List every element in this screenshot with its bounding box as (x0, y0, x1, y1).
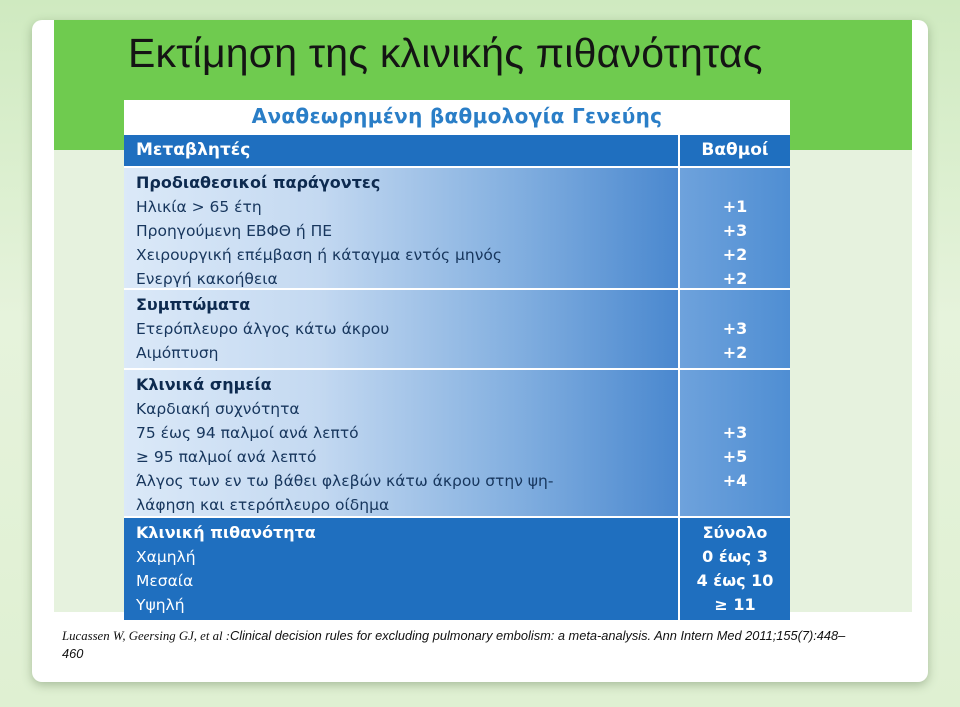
list-item: Ηλικία > 65 έτη (136, 198, 262, 216)
section-title: Προδιαθεσικοί παράγοντες (136, 173, 381, 192)
points-value (680, 493, 790, 517)
points-value: +2 (722, 343, 748, 362)
points-value: +3 (722, 221, 748, 240)
list-item: ≥ 95 παλμοί ανά λεπτό (136, 448, 317, 466)
points-value: +3 (722, 319, 748, 338)
slide (32, 20, 928, 682)
range-value: 4 έως 10 (696, 571, 774, 590)
points-value: +5 (722, 447, 748, 466)
range-value: ≥ 11 (714, 595, 756, 614)
list-item: Καρδιακή συχνότητα (136, 400, 300, 418)
points-value: +3 (722, 423, 748, 442)
list-item: Υψηλή (136, 596, 185, 614)
list-item: 75 έως 94 παλμοί ανά λεπτό (136, 424, 359, 442)
section-clinical-probability (124, 518, 790, 620)
list-item: Άλγος των εν τω βάθει φλεβών κάτω άκρου στην ψη- (136, 472, 554, 490)
list-item: Χαμηλή (136, 548, 196, 566)
list-item: Μεσαία (136, 572, 194, 590)
slide-title: Εκτίμηση της κλινικής πιθανότητας (128, 30, 763, 76)
list-item: Προηγούμενη ΕΒΦΘ ή ΠΕ (136, 222, 333, 240)
section-predisposing-factors (124, 168, 790, 288)
list-item: Ενεργή κακοήθεια (136, 270, 278, 288)
section-clinical-signs (124, 370, 790, 516)
section-title: Κλινικά σημεία (136, 375, 272, 394)
citation (62, 627, 862, 663)
list-item: λάφηση και ετερόπλευρο οίδημα (136, 496, 390, 514)
range-value: 0 έως 3 (702, 547, 768, 566)
table-header: Αναθεωρημένη βαθμολογία Γενεύης (251, 104, 663, 128)
list-item: Χειρουργική επέμβαση ή κάταγμα εντός μηνός (136, 246, 502, 264)
column-header-points: Βαθμοί (680, 135, 790, 166)
points-value: +4 (722, 471, 748, 490)
citation-text: Clinical decision rules for excluding pulmonary embolism: a meta-analysis. Ann Intern Med 2011;155(7):448–460 (62, 628, 846, 661)
section-title: Κλινική πιθανότητα (136, 523, 316, 542)
section-symptoms (124, 290, 790, 368)
column-header-variables: Μεταβλητές (124, 135, 678, 166)
geneva-score-table (124, 100, 790, 620)
points-value: +2 (722, 269, 748, 288)
points-value: +1 (722, 197, 748, 216)
points-value (680, 397, 790, 421)
list-item: Αιμόπτυση (136, 344, 219, 362)
citation-authors: Lucassen W, Geersing GJ, et al : (62, 629, 230, 643)
column-header-row (124, 135, 790, 166)
list-item: Ετερόπλευρο άλγος κάτω άκρου (136, 320, 390, 338)
total-label: Σύνολο (702, 523, 768, 542)
section-title: Συμπτώματα (136, 295, 251, 314)
points-value: +2 (722, 245, 748, 264)
